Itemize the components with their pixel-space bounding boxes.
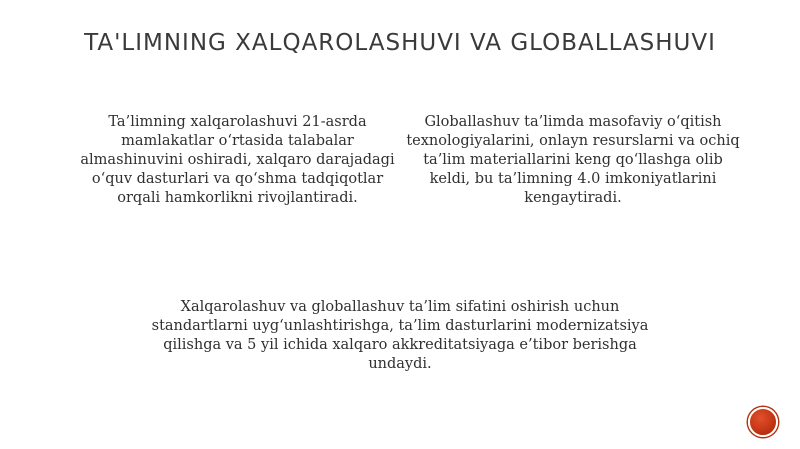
paragraph-internationalization: Ta’limning xalqarolashuvi 21-asrda mamlakatlar o‘rtasida talabalar almashinuvini oshiradi, xalqaro darajadagi o‘quv dasturlari va qo‘shma tadqiqotlar orqali hamkorlikni rivojlantiradi. [80, 114, 395, 206]
paragraph-globalization: Globallashuv ta’limda masofaviy o‘qitish texnologiyalarini, onlayn resurslarni va ochiq ta’lim materiallarini keng qo‘llashga olib keldi, bu ta’limning 4.0 imkoniyatlarini kengaytiradi. [406, 114, 740, 206]
slide-title: TA'LIMNING XALQAROLASHUVI VA GLOBALLASHUVI [84, 30, 716, 56]
slide-nav-button[interactable] [748, 407, 778, 437]
paragraph-standards: Xalqarolashuv va globallashuv ta’lim sifatini oshirish uchun standartlarni uyg‘unlashtirishga, ta’lim dasturlarini modernizatsiya qilishga va 5 yil ichida xalqaro akkreditatsiyaga e’tibor berishga undaydi. [151, 299, 649, 372]
